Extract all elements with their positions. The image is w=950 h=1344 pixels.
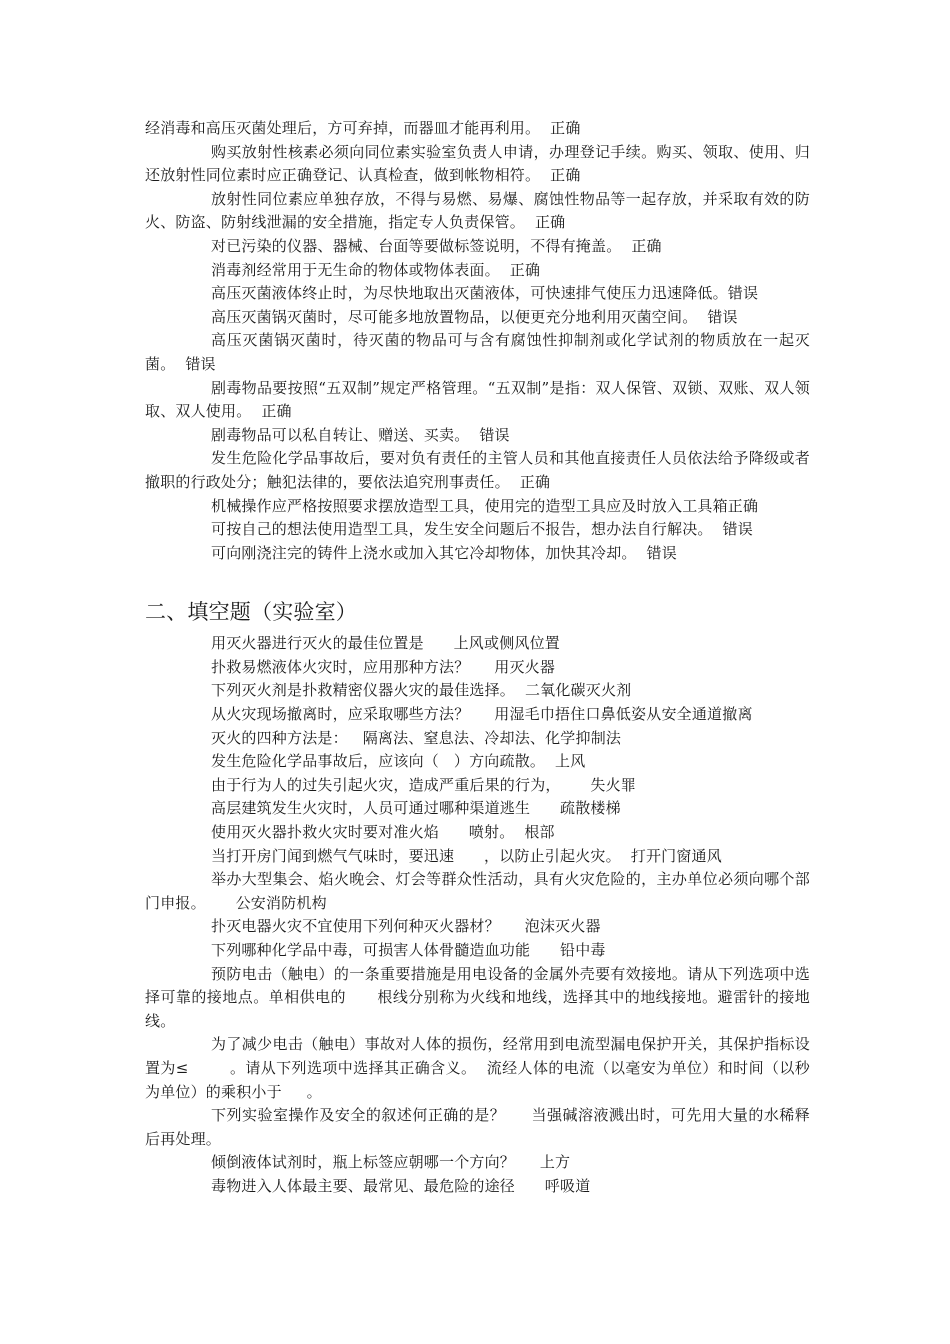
section-heading: 二、填空题（实验室） (145, 600, 357, 625)
statement-line: 购买放射性核素必须向同位素实验室负责人申请，办理登记手续。购买、领取、使用、归还放射性同位素时应正确登记、认真检查，做到帐物相符。 正确 (145, 142, 810, 185)
statement-line: 可按自己的想法使用造型工具，发生安全问题后不报告，想办法自行解决。 错误 (211, 520, 753, 539)
question-line: 下列实验室操作及安全的叙述何正确的是？ 当强碱溶液溅出时，可先用大量的水稀释后再处理。 (145, 1106, 810, 1148)
question-line: 发生危险化学品事故后，应该向（ ）方向疏散。 上风 (211, 752, 586, 771)
question-line: 预防电击（触电）的一条重要措施是用电设备的金属外壳要有效接地。请从下列选项中选择可靠的接地点。单相供电的 根线分别称为火线和地线，选择其中的地线接地。避雷针的接地线。 (145, 964, 810, 1030)
statement-line: 剧毒物品可以私自转让、赠送、买卖。 错误 (211, 425, 510, 444)
statement-line: 消毒剂经常用于无生命的物体或物体表面。 正确 (211, 260, 541, 279)
question-line: 扑灭电器火灾不宜使用下列何种灭火器材？ 泡沫灭火器 (211, 917, 601, 936)
question-line: 为了减少电击（触电）事故对人体的损伤，经常用到电流型漏电保护开关，其保护指标设置为≤ 。请从下列选项中选择其正确含义。 流经人体的电流（以毫安为单位）和时间（以秒为单位）的乘积小于 。 (145, 1035, 810, 1101)
statement-line: 高压灭菌液体终止时，为尽快地取出灭菌液体，可快速排气使压力迅速降低。错误 (211, 284, 759, 303)
question-line: 使用灭火器扑救火灾时要对准火焰 喷射。 根部 (211, 823, 555, 842)
statement-line: 发生危险化学品事故后，要对负有责任的主管人员和其他直接责任人员依法给予降级或者撤职的行政处分；触犯法律的，要依法追究刑事责任。 正确 (145, 449, 810, 491)
question-line: 当打开房门闻到燃气气味时，要迅速 ，以防止引起火灾。 打开门窗通风 (211, 846, 722, 865)
statement-line: 高压灭菌锅灭菌时，待灭菌的物品可与含有腐蚀性抑制剂或化学试剂的物质放在一起灭菌。 错误 (145, 331, 810, 373)
question-line: 扑救易燃液体火灾时，应用那种方法？ 用灭火器 (211, 657, 556, 676)
statement-line: 机械操作应严格按照要求摆放造型工具，使用完的造型工具应及时放入工具箱正确 (211, 496, 759, 515)
statement-line: 高压灭菌锅灭菌时，尽可能多地放置物品，以便更充分地利用灭菌空间。 错误 (211, 307, 738, 326)
question-line: 高层建筑发生火灾时，人员可通过哪种渠道逃生 疏散楼梯 (211, 799, 621, 818)
question-line: 用灭火器进行灭火的最佳位置是 上风或侧风位置 (211, 634, 561, 653)
question-line: 由于行为人的过失引起火灾，造成严重后果的行为， 失火罪 (211, 775, 637, 794)
document-body (145, 117, 810, 1199)
statement-line: 对已污染的仪器、器械、台面等要做标签说明，不得有掩盖。 正确 (211, 236, 662, 255)
statement-line: 剧毒物品要按照“五双制”规定严格管理。“五双制”是指：双人保管、双锁、双账、双人领取、双人使用。 正确 (145, 378, 810, 421)
question-line: 毒物进入人体最主要、最常见、最危险的途径 呼吸道 (211, 1176, 591, 1195)
question-line: 灭火的四种方法是： 隔离法、窒息法、冷却法、化学抑制法 (211, 728, 622, 747)
fill-in-section (145, 632, 810, 1198)
true-false-section (145, 117, 810, 565)
question-line: 下列灭火剂是扑救精密仪器火灾的最佳选择。 二氧化碳灭火剂 (211, 681, 632, 700)
question-line: 举办大型集会、焰火晚会、灯会等群众性活动，具有火灾危险的，主办单位必须向哪个部门申报。 公安消防机构 (145, 870, 810, 912)
statement-line: 可向刚浇注完的铸件上浇水或加入其它冷却物体，加快其冷却。 错误 (211, 543, 677, 562)
question-line: 倾倒液体试剂时，瓶上标签应朝哪一个方向？ 上方 (211, 1153, 571, 1172)
statement-line: 经消毒和高压灭菌处理后，方可弃掉，而器皿才能再利用。 正确 (145, 119, 581, 137)
question-line: 下列哪种化学品中毒，可损害人体骨髓造血功能 铅中毒 (211, 941, 606, 959)
question-line: 从火灾现场撤离时，应采取哪些方法？ 用湿毛巾捂住口鼻低姿从安全通道撤离 (211, 705, 753, 724)
statement-line: 放射性同位素应单独存放，不得与易燃、易爆、腐蚀性物品等一起存放，并采取有效的防火、防盗、防射线泄漏的安全措施，指定专人负责保管。 正确 (145, 189, 810, 232)
